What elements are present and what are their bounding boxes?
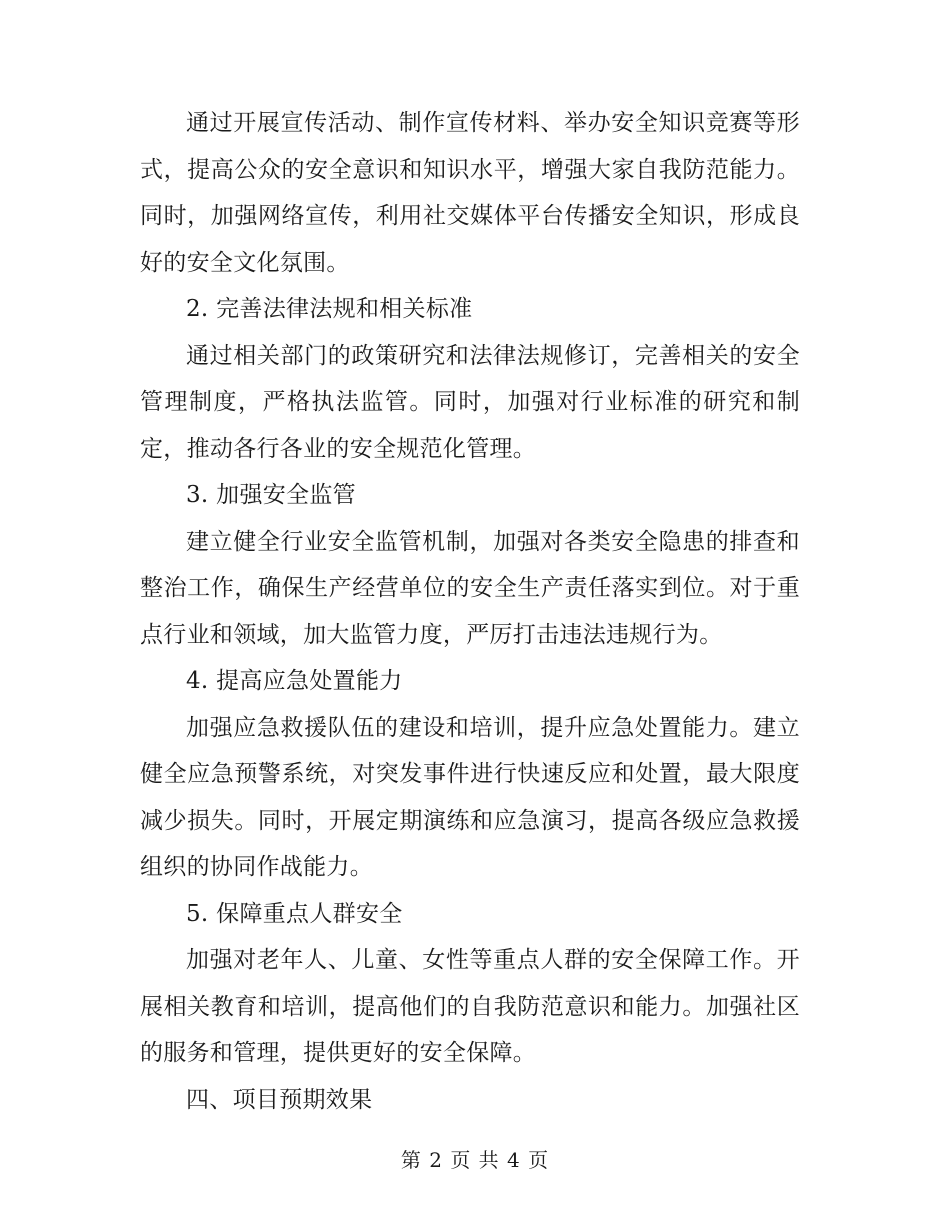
paragraph-emergency: 加强应急救援队伍的建设和培训，提升应急处置能力。建立健全应急预警系统，对突发事件进行快速反应和处置，最大限度减少损失。同时，开展定期演练和应急演习，提高各级应急救援组织的协同作战能力。 (140, 714, 800, 880)
page-number-footer: 第 2 页 共 4 页 (400, 1148, 550, 1172)
section-heading-emergency: 4. 提高应急处置能力 (186, 668, 403, 694)
section-heading-expected-results: 四、项目预期效果 (186, 1086, 373, 1113)
paragraph-laws: 通过相关部门的政策研究和法律法规修订，完善相关的安全管理制度，严格执法监管。同时，加强对行业标准的研究和制定，推动各行各业的安全规范化管理。 (140, 342, 800, 462)
paragraph-publicity: 通过开展宣传活动、制作宣传材料、举办安全知识竞赛等形式，提高公众的安全意识和知识水平，增强大家自我防范能力。同时，加强网络宣传，利用社交媒体平台传播安全知识，形成良好的安全文化氛围。 (140, 110, 800, 276)
document-body (140, 100, 800, 1123)
paragraph-supervision: 建立健全行业安全监管机制，加强对各类安全隐患的排查和整治工作，确保生产经营单位的安全生产责任落实到位。对于重点行业和领域，加大监管力度，严厉打击违法违规行为。 (140, 528, 800, 648)
section-heading-laws: 2. 完善法律法规和相关标准 (186, 296, 473, 322)
paragraph-key-groups: 加强对老年人、儿童、女性等重点人群的安全保障工作。开展相关教育和培训，提高他们的自我防范意识和能力。加强社区的服务和管理，提供更好的安全保障。 (140, 947, 800, 1066)
section-heading-key-groups: 5. 保障重点人群安全 (186, 900, 403, 927)
section-heading-supervision: 3. 加强安全监管 (186, 482, 356, 508)
